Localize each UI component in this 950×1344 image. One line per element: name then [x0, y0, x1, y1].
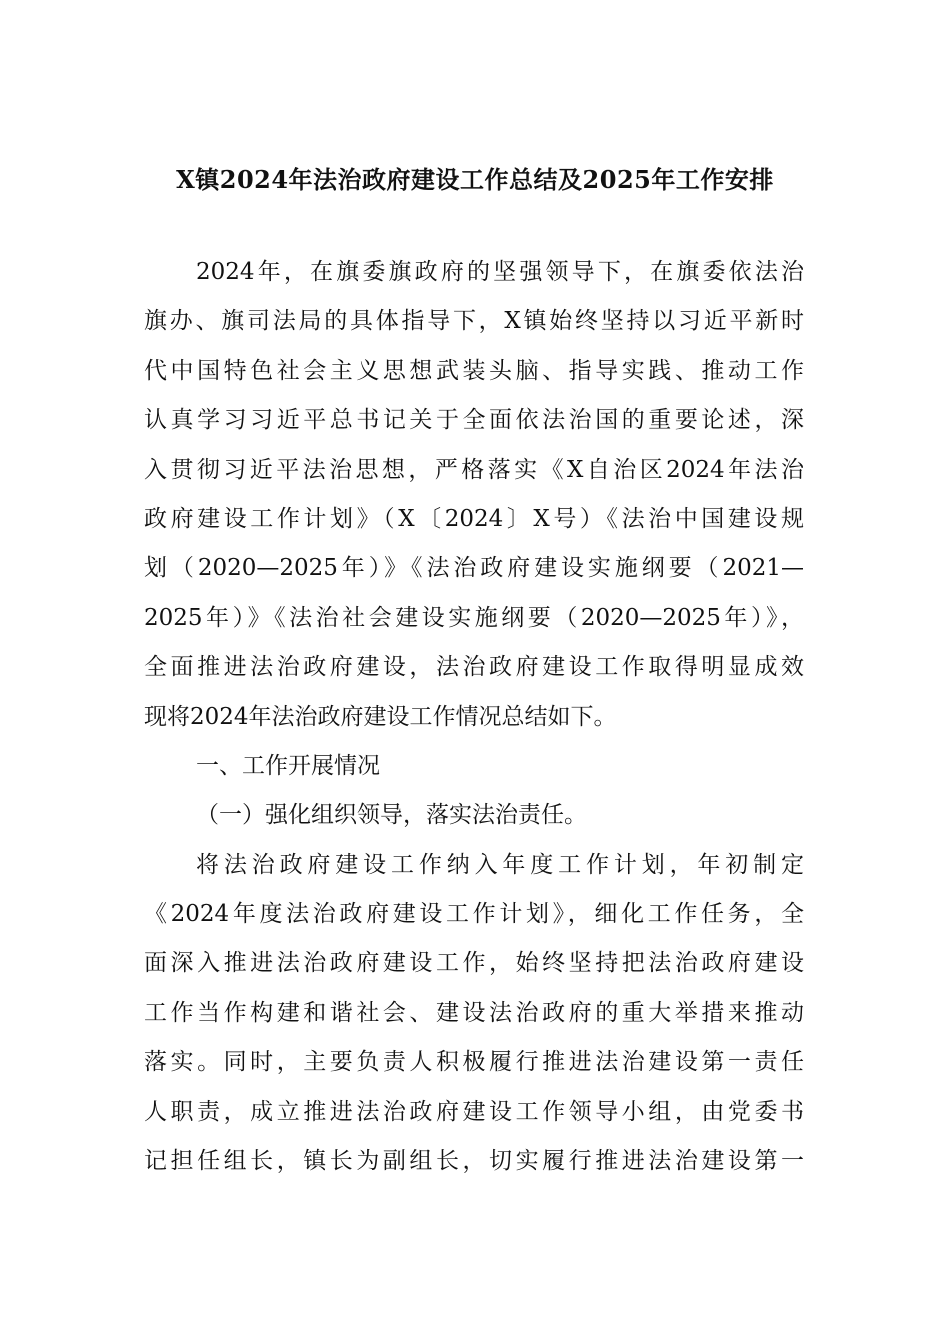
text-line: [144, 1088, 804, 1137]
text-line-content: 记担任组长，镇长为副组长，切实履行推进法治建设第一: [144, 1148, 804, 1175]
text-line: [144, 495, 804, 544]
text-line-content: 入贯彻习近平法治思想，严格落实《X自治区2024年法治: [144, 456, 804, 483]
text-line-content: 将法治政府建设工作纳入年度工作计划，年初制定: [196, 851, 804, 878]
text-line-content: 全面推进法治政府建设，法治政府建设工作取得明显成效: [144, 654, 804, 681]
text-line: [144, 1137, 804, 1186]
text-line: [144, 347, 804, 396]
section-heading: [144, 742, 804, 791]
subsection-heading: [144, 791, 804, 840]
text-line: [144, 989, 804, 1038]
text-line-content: 政府建设工作计划》（X〔2024〕X号）《法治中国建设规: [144, 505, 804, 532]
text-line: [144, 693, 804, 742]
text-line-content: 工作当作构建和谐社会、建设法治政府的重大举措来推动: [144, 999, 804, 1026]
section-heading-text: 一、工作开展情况: [196, 752, 380, 779]
text-line: [144, 841, 804, 890]
text-line-content: 《2024年度法治政府建设工作计划》，细化工作任务，全: [144, 901, 804, 928]
text-line-content: 落实。同时，主要负责人积极履行推进法治建设第一责任: [144, 1049, 804, 1076]
text-line-content: 代中国特色社会主义思想武装头脑、指导实践、推动工作: [144, 357, 804, 384]
text-line: [144, 396, 804, 445]
subsection-heading-text: （一）强化组织领导，落实法治责任。: [196, 802, 587, 829]
text-line: [144, 1038, 804, 1087]
text-line-content: 现将2024年法治政府建设工作情况总结如下。: [144, 703, 617, 730]
text-line: [144, 643, 804, 692]
text-line: [144, 890, 804, 939]
document-body: [144, 248, 804, 1186]
document-title: X镇2024年法治政府建设工作总结及2025年工作安排: [176, 165, 774, 194]
text-line-content: 认真学习习近平总书记关于全面依法治国的重要论述，深: [144, 407, 804, 434]
text-line: [144, 939, 804, 988]
text-line-content: 人职责，成立推进法治政府建设工作领导小组，由党委书: [144, 1098, 804, 1125]
text-line: [144, 446, 804, 495]
text-line-content: 2024年，在旗委旗政府的坚强领导下，在旗委依法治: [196, 259, 804, 285]
text-line: [144, 594, 804, 643]
text-line-content: 2025年）》《法治社会建设实施纲要（2020—2025年）》，: [144, 604, 804, 631]
text-line-content: 旗办、旗司法局的具体指导下，X镇始终坚持以习近平新时: [144, 308, 804, 335]
text-line: [144, 544, 804, 593]
text-line-content: 面深入推进法治政府建设工作，始终坚持把法治政府建设: [144, 950, 804, 977]
text-line-content: 划（2020—2025年）》《法治政府建设实施纲要（2021—: [144, 555, 804, 582]
text-line: [144, 297, 804, 346]
text-line: [144, 248, 804, 297]
